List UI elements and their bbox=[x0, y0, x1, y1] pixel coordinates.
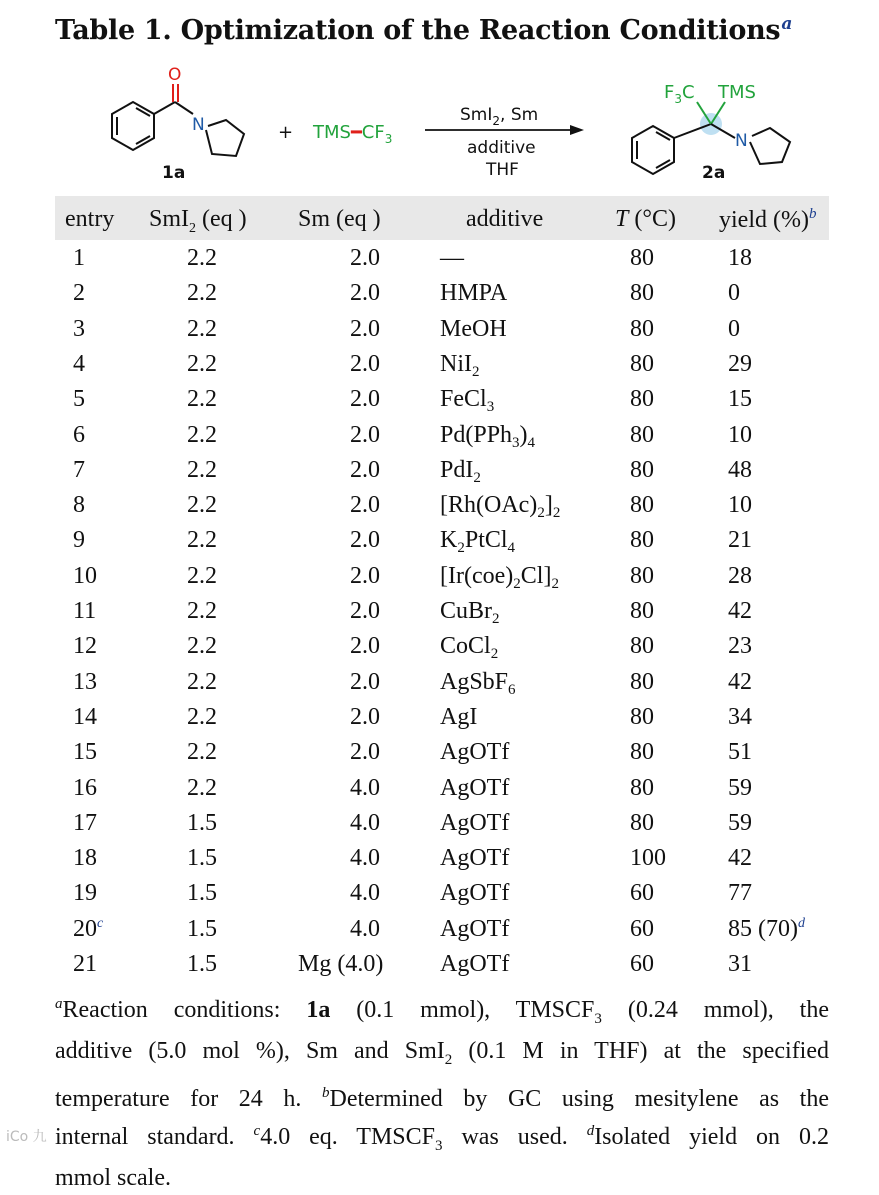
cell-sm: 4.0 bbox=[350, 845, 380, 872]
cell-temperature: 80 bbox=[630, 280, 654, 307]
footnote-line: temperature for 24 h. $^b$Determined by GC using mesitylene as the bbox=[55, 1084, 829, 1112]
cell-yield: 29 bbox=[728, 350, 752, 377]
conditions-bottom: THF bbox=[486, 160, 519, 180]
reactant-carbonyl-bonds bbox=[154, 84, 193, 114]
cell-temperature: 100 bbox=[630, 845, 666, 872]
cell-smi2: 2.2 bbox=[187, 633, 217, 660]
cell-temperature: 80 bbox=[630, 739, 654, 766]
cell-sm: Mg (4.0) bbox=[298, 951, 384, 977]
product-f3c: $F_3C$ bbox=[664, 82, 695, 106]
watermark-logo: iCo 九 bbox=[6, 1129, 47, 1145]
cell-additive: AgOTf bbox=[440, 880, 510, 907]
conditions-top: SmI$_2$, Sm bbox=[460, 105, 539, 128]
cell-sm: 2.0 bbox=[350, 492, 380, 519]
cell-smi2: 1.5 bbox=[187, 809, 217, 836]
cell-additive: AgOTf bbox=[440, 774, 510, 801]
cell-yield: 59 bbox=[728, 774, 752, 801]
cell-temperature: 80 bbox=[630, 350, 654, 377]
table-row bbox=[55, 351, 829, 386]
reactant-oxygen-label: O bbox=[168, 65, 182, 85]
cell-additive: AgSbF$_6$ bbox=[440, 668, 516, 698]
table-title: Table 1. Optimization of the Reaction Conditions$^a$ bbox=[55, 14, 793, 46]
cell-smi2: 2.2 bbox=[187, 492, 217, 519]
cell-smi2: 2.2 bbox=[187, 703, 217, 730]
cell-entry: 14 bbox=[73, 703, 97, 730]
cell-sm: 4.0 bbox=[350, 809, 380, 836]
plus-sign: + bbox=[278, 122, 294, 143]
cell-temperature: 80 bbox=[630, 421, 654, 448]
table-row bbox=[55, 739, 829, 774]
cell-yield: 51 bbox=[728, 739, 752, 766]
header-sm: Sm (eq ) bbox=[298, 206, 381, 232]
cell-smi2: 2.2 bbox=[187, 386, 217, 413]
cell-sm: 4.0 bbox=[350, 774, 380, 801]
cell-additive: MeOH bbox=[440, 315, 507, 342]
cell-yield: 77 bbox=[728, 880, 752, 907]
cell-entry: 6 bbox=[73, 421, 85, 448]
reaction-scheme-drawing bbox=[0, 58, 879, 188]
cell-additive: AgI bbox=[440, 703, 478, 730]
cell-additive: AgOTf bbox=[440, 739, 510, 766]
cell-additive: AgOTf bbox=[440, 951, 510, 977]
cell-yield: 15 bbox=[728, 386, 752, 413]
cell-additive: $[Rh(OAc)_2]_2$ bbox=[440, 492, 561, 522]
table-row bbox=[55, 457, 829, 492]
cell-additive: $[Ir(coe)_2Cl]_2$ bbox=[440, 562, 559, 592]
cell-yield: 42 bbox=[728, 845, 752, 872]
header-temperature: T (°C) bbox=[615, 206, 676, 232]
cell-yield: 28 bbox=[728, 562, 752, 589]
cell-smi2: 2.2 bbox=[187, 245, 217, 271]
cell-temperature: 80 bbox=[630, 386, 654, 413]
reaction-arrow-head bbox=[570, 125, 584, 135]
cell-additive: $K_2PtCl_4$ bbox=[440, 527, 516, 557]
cell-additive: CoCl$_2$ bbox=[440, 633, 499, 663]
cell-temperature: 80 bbox=[630, 633, 654, 660]
table-row bbox=[55, 880, 829, 915]
cell-temperature: 60 bbox=[630, 880, 654, 907]
cell-yield: 21 bbox=[728, 527, 752, 554]
cell-entry: 13 bbox=[73, 668, 97, 695]
cell-yield: 0 bbox=[728, 315, 740, 342]
cell-yield: 48 bbox=[728, 456, 752, 483]
cell-temperature: 80 bbox=[630, 492, 654, 519]
table-row bbox=[55, 598, 829, 633]
cell-temperature: 80 bbox=[630, 245, 654, 271]
cell-entry: 2 bbox=[73, 280, 85, 307]
header-additive: additive bbox=[466, 206, 544, 232]
cell-smi2: 1.5 bbox=[187, 845, 217, 872]
cell-yield: 18 bbox=[728, 245, 752, 271]
cell-temperature: 60 bbox=[630, 915, 654, 942]
cell-temperature: 80 bbox=[630, 562, 654, 589]
cell-entry: 3 bbox=[73, 315, 85, 342]
table-row bbox=[55, 669, 829, 704]
cell-additive: AgOTf bbox=[440, 845, 510, 872]
cell-temperature: 80 bbox=[630, 456, 654, 483]
cell-additive: $Pd(PPh_3)_4$ bbox=[440, 421, 536, 451]
cell-temperature: 80 bbox=[630, 527, 654, 554]
cell-smi2: 2.2 bbox=[187, 562, 217, 589]
reagent-cf3: CF bbox=[361, 122, 385, 143]
cell-entry: 21 bbox=[73, 951, 97, 977]
reaction-scheme bbox=[0, 58, 879, 188]
table-row bbox=[55, 563, 829, 598]
cell-temperature: 80 bbox=[630, 598, 654, 624]
cell-sm: 2.0 bbox=[350, 245, 380, 271]
cell-entry: 15 bbox=[73, 739, 97, 766]
product-label: 2a bbox=[702, 163, 726, 183]
cell-entry: 7 bbox=[73, 456, 85, 483]
cell-entry: 16 bbox=[73, 774, 97, 801]
cell-entry: 1 bbox=[73, 245, 85, 271]
cell-temperature: 60 bbox=[630, 951, 654, 977]
cell-smi2: 1.5 bbox=[187, 915, 217, 942]
cell-sm: 2.0 bbox=[350, 527, 380, 554]
cell-temperature: 80 bbox=[630, 668, 654, 695]
cell-smi2: 2.2 bbox=[187, 280, 217, 307]
reagent-cf3-sub: 3 bbox=[384, 132, 393, 146]
cell-yield: 42 bbox=[728, 668, 752, 695]
cell-smi2: 1.5 bbox=[187, 880, 217, 907]
cell-yield: 23 bbox=[728, 633, 752, 660]
table-row bbox=[55, 810, 829, 845]
cell-entry: 5 bbox=[73, 386, 85, 413]
cell-smi2: 2.2 bbox=[187, 421, 217, 448]
cell-temperature: 80 bbox=[630, 315, 654, 342]
table-row bbox=[55, 633, 829, 668]
conditions-middle: additive bbox=[467, 138, 536, 158]
cell-sm: 2.0 bbox=[350, 739, 380, 766]
cell-sm: 2.0 bbox=[350, 315, 380, 342]
header-yield: yield (%)$^b$ bbox=[719, 206, 817, 233]
reactant-nitrogen-label: N bbox=[192, 115, 205, 135]
cell-temperature: 80 bbox=[630, 809, 654, 836]
cell-additive: HMPA bbox=[440, 280, 508, 307]
cell-entry: 19 bbox=[73, 880, 97, 907]
header-smi2: SmI$_2$ (eq ) bbox=[149, 206, 247, 236]
cell-entry: 12 bbox=[73, 633, 97, 660]
table-row bbox=[55, 951, 829, 986]
cell-yield: 42 bbox=[728, 598, 752, 624]
cell-yield: 10 bbox=[728, 492, 752, 519]
cell-sm: 2.0 bbox=[350, 386, 380, 413]
cell-entry: 11 bbox=[73, 598, 97, 624]
table-row bbox=[55, 422, 829, 457]
product-tms: TMS bbox=[718, 82, 756, 103]
cell-smi2: 2.2 bbox=[187, 315, 217, 342]
cell-sm: 4.0 bbox=[350, 915, 380, 942]
cell-smi2: 2.2 bbox=[187, 527, 217, 554]
reagent-bond: ━ bbox=[350, 122, 362, 143]
cell-sm: 2.0 bbox=[350, 456, 380, 483]
table-row bbox=[55, 704, 829, 739]
cell-smi2: 2.2 bbox=[187, 456, 217, 483]
cell-sm: 2.0 bbox=[350, 668, 380, 695]
cell-additive: CuBr$_2$ bbox=[440, 598, 500, 627]
cell-sm: 2.0 bbox=[350, 633, 380, 660]
cell-sm: 2.0 bbox=[350, 562, 380, 589]
table-row bbox=[55, 492, 829, 527]
table-row bbox=[55, 916, 829, 951]
table-row bbox=[55, 775, 829, 810]
cell-entry: 18 bbox=[73, 845, 97, 872]
product-benzene-ring bbox=[632, 126, 674, 174]
cell-sm: 2.0 bbox=[350, 703, 380, 730]
cell-sm: 4.0 bbox=[350, 880, 380, 907]
cell-yield: 85 $(70)^d$ bbox=[728, 915, 805, 942]
product-pyrrolidine-ring bbox=[750, 128, 790, 164]
footnote-line: $^a$Reaction conditions: 1a (0.1 mmol), $TMSCF_3$ (0.24 mmol), the bbox=[55, 996, 829, 1027]
cell-entry: 10 bbox=[73, 562, 97, 589]
cell-sm: 2.0 bbox=[350, 598, 380, 624]
cell-smi2: 1.5 bbox=[187, 951, 217, 977]
cell-yield: 31 bbox=[728, 951, 752, 977]
reactant-label: 1a bbox=[162, 163, 186, 183]
cell-additive: AgOTf bbox=[440, 809, 510, 836]
cell-temperature: 80 bbox=[630, 703, 654, 730]
cell-smi2: 2.2 bbox=[187, 668, 217, 695]
footnote-line: internal standard. $^c$4.0 eq. $TMSCF_3$ was used. $^d$Isolated yield on 0.2 bbox=[55, 1123, 829, 1154]
cell-smi2: 2.2 bbox=[187, 350, 217, 377]
table-row bbox=[55, 386, 829, 421]
cell-smi2: 2.2 bbox=[187, 739, 217, 766]
cell-smi2: 2.2 bbox=[187, 598, 217, 624]
table-row bbox=[55, 527, 829, 562]
product-nitrogen-label: N bbox=[735, 131, 748, 151]
cell-additive: AgOTf bbox=[440, 915, 510, 942]
cell-sm: 2.0 bbox=[350, 421, 380, 448]
reactant-pyrrolidine-ring bbox=[206, 120, 244, 156]
cell-entry: 8 bbox=[73, 492, 85, 519]
cell-additive: NiI$_2$ bbox=[440, 350, 480, 380]
cell-smi2: 2.2 bbox=[187, 774, 217, 801]
table-row bbox=[55, 845, 829, 880]
cell-yield: 0 bbox=[728, 280, 740, 307]
cell-temperature: 80 bbox=[630, 774, 654, 801]
cell-additive: PdI$_2$ bbox=[440, 456, 481, 486]
cell-sm: 2.0 bbox=[350, 350, 380, 377]
footnote-line: additive (5.0 mol %), Sm and SmI$_2$ (0.1 M in THF) at the specified bbox=[55, 1038, 830, 1069]
table-row bbox=[55, 280, 829, 315]
header-entry: entry bbox=[65, 206, 115, 232]
table-row bbox=[55, 245, 829, 280]
cell-yield: 34 bbox=[728, 703, 752, 730]
table-footnotes bbox=[55, 988, 829, 1195]
cell-entry: 4 bbox=[73, 350, 85, 377]
cell-sm: 2.0 bbox=[350, 280, 380, 307]
title-footnote-mark: a bbox=[781, 14, 793, 34]
cell-entry: 9 bbox=[73, 527, 85, 554]
cell-yield: 59 bbox=[728, 809, 752, 836]
cell-entry: 17 bbox=[73, 809, 97, 836]
reactant-benzene-ring bbox=[112, 102, 154, 150]
reagent-tms: TMS bbox=[313, 122, 351, 143]
cell-entry: 20$^c$ bbox=[73, 915, 104, 942]
cell-additive: FeCl$_3$ bbox=[440, 386, 495, 416]
footnote-line: mmol scale. bbox=[55, 1165, 171, 1192]
cell-yield: 10 bbox=[728, 421, 752, 448]
reagent-formula bbox=[312, 122, 392, 146]
table-row bbox=[55, 316, 829, 351]
cell-additive: — bbox=[440, 245, 464, 271]
